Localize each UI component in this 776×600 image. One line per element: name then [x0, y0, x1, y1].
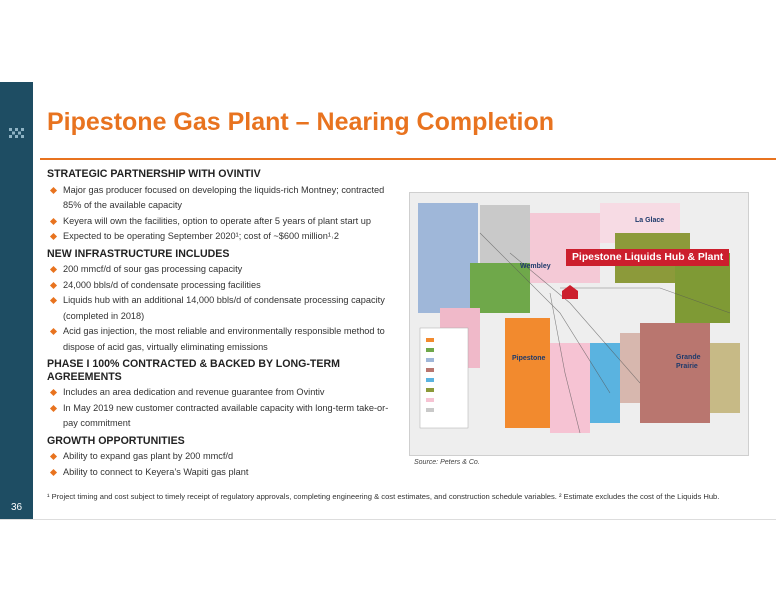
- bullet-item: Expected to be operating September 2020¹; cost of ~$600 million¹˒2: [47, 229, 402, 245]
- map-callout: Pipestone Liquids Hub & Plant: [566, 249, 729, 266]
- map-label-grande-prairie: Grande Prairie: [676, 354, 701, 370]
- page-title: Pipestone Gas Plant – Nearing Completion: [47, 108, 555, 136]
- keyera-logo-icon: [9, 128, 25, 138]
- bullet-item: 24,000 bbls/d of condensate processing facilities: [47, 278, 402, 294]
- bullet-item: Keyera will own the facilities, option to operate after 5 years of plant start up: [47, 214, 402, 230]
- area-map: [409, 192, 749, 456]
- bullet-item: Liquids hub with an additional 14,000 bbls/d of condensate processing capacity (completed in 2018): [47, 293, 402, 324]
- bullet-item: Includes an area dedication and revenue guarantee from Ovintiv: [47, 385, 402, 401]
- bottom-rule: [0, 519, 776, 520]
- section-heading: STRATEGIC PARTNERSHIP WITH OVINTIV: [47, 168, 261, 180]
- bullet-item: In May 2019 new customer contracted available capacity with long-term take-or-pay commitment: [47, 401, 402, 432]
- bullet-list: [47, 262, 402, 355]
- title-rule: [40, 158, 776, 160]
- bullet-list: [47, 385, 402, 432]
- sidebar-band: [0, 82, 33, 519]
- map-label-la-glace: La Glace: [635, 217, 665, 224]
- bullet-item: Ability to connect to Keyera’s Wapiti gas plant: [47, 465, 402, 481]
- bullet-item: Major gas producer focused on developing the liquids-rich Montney; contracted 85% of the available capacity: [47, 183, 402, 214]
- content-column: [47, 168, 402, 480]
- footnote: ¹ Project timing and cost subject to timely receipt of regulatory approvals, completing engineering & cost estimates, and construction schedule variables. ² Estimate excludes the cost of the Liquids Hub.: [47, 492, 720, 501]
- section-heading: GROWTH OPPORTUNITIES: [47, 434, 185, 447]
- section-heading: NEW INFRASTRUCTURE INCLUDES: [47, 247, 230, 260]
- map-label-pipestone: Pipestone: [512, 355, 546, 362]
- map-source: Source: Peters & Co.: [414, 459, 480, 466]
- top-band: [0, 0, 776, 82]
- bullet-list: [47, 183, 402, 245]
- map-label-wembley: Wembley: [520, 263, 551, 270]
- bullet-item: Acid gas injection, the most reliable and environmentally responsible method to dispose of acid gas, virtually eliminating emissions: [47, 324, 402, 355]
- section-heading: PHASE I 100% CONTRACTED & BACKED BY LONG-TERM AGREEMENTS: [47, 358, 340, 383]
- bullet-list: [47, 449, 402, 480]
- bullet-item: 200 mmcf/d of sour gas processing capacity: [47, 262, 402, 278]
- page-number: 36: [10, 502, 23, 513]
- bullet-item: Ability to expand gas plant by 200 mmcf/d: [47, 449, 402, 465]
- area-map-graphic: [410, 193, 748, 455]
